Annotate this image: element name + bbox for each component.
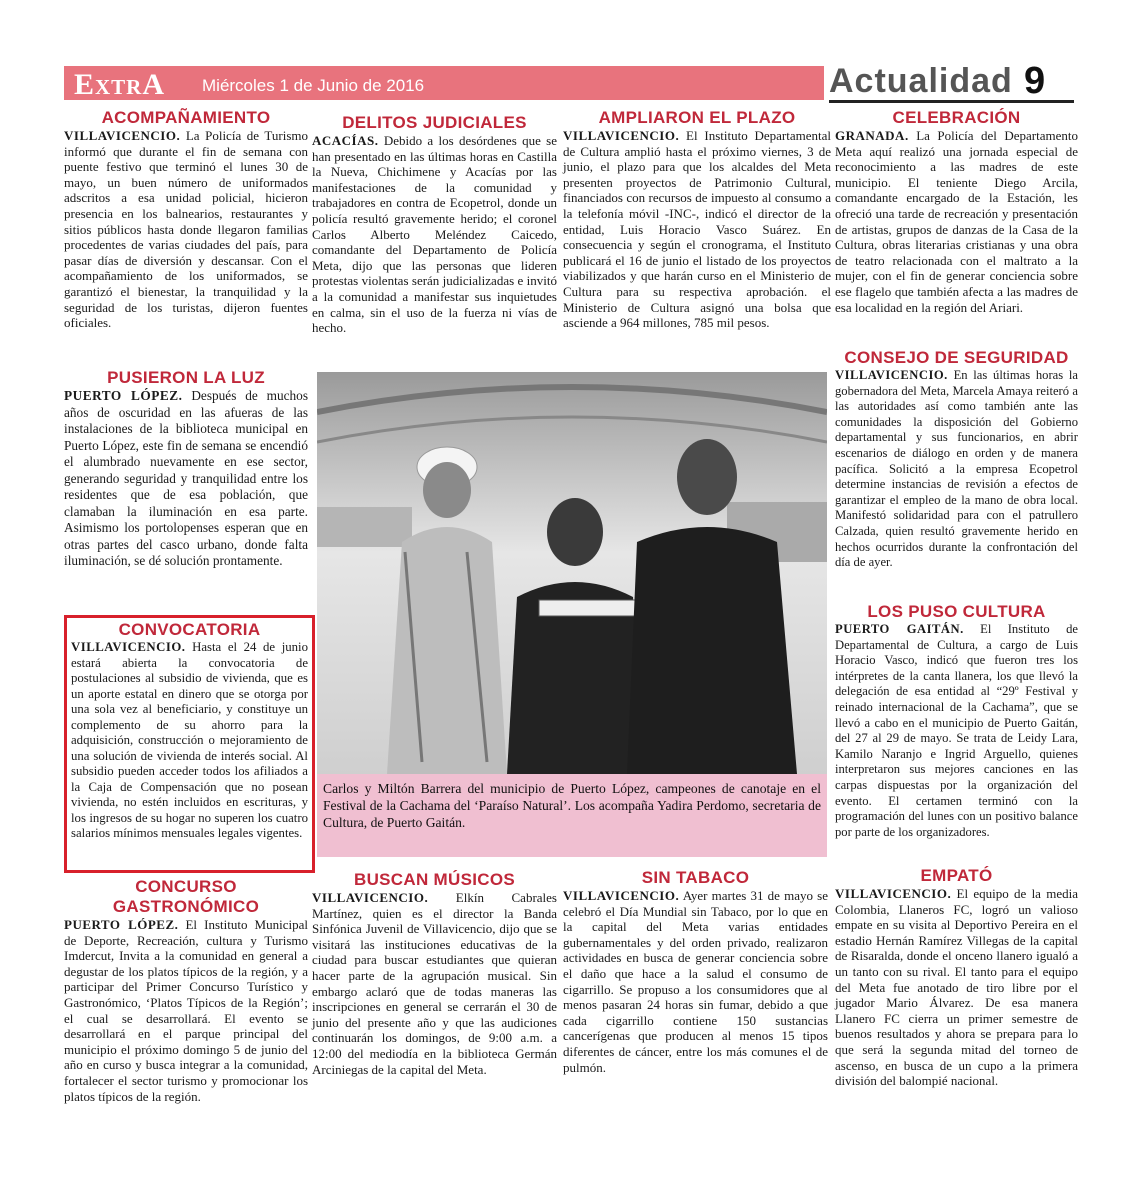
- article-title: ACOMPAÑAMIENTO: [101, 108, 271, 127]
- article-text: Hasta el 24 de junio estará abierta la convocatoria de postulaciones al subsidio de vivienda, que es un aporte estatal en dinero que se otorga por una sola vez al beneficiario, y constituye un complemento de su ahorro para la adquisición, construcción o mejoramiento de una solución de vivienda de interés social. Al subsidio pueden acceder todos los afiliados a la Caja de Compensación que no posean vivienda, no estén incluidos en escrituras, y los ingresos de su hogar no superen los cuatro salarios mínimos mensuales legales vigentes.: [71, 640, 308, 840]
- dateline: GRANADA.: [835, 128, 909, 143]
- article-delitos: [312, 113, 557, 336]
- dateline: VILLAVICENCIO.: [71, 640, 186, 654]
- page-header: [64, 62, 1074, 104]
- article-body: [563, 888, 828, 1075]
- article-empato: [835, 866, 1078, 1089]
- article-body: [835, 622, 1078, 840]
- dateline: VILLAVICENCIO.: [563, 128, 680, 143]
- article-text: La Policía del Departamento Meta aquí realizó una jornada especial de reconocimiento a las madres de este municipio. El teniente Diego Arcila, comandante encargado de la Estación, les ofreció una tarde de recreación y presentación de artistas, grupos de danzas de la Casa de la Cultura, obras literarias cristianas y una obra de teatro relacionada con el maltrato a la mujer, con el fin de generar conciencia sobre ese flagelo que también afecta a las madres de esa localidad en la región del Ariari.: [835, 128, 1078, 315]
- article-pusieron: [64, 368, 308, 570]
- article-text: El Instituto de Departamental de Cultura, a cargo de Luis Horacio Vasco, indicó que fueron tres los intérpretes de la canta llanera, los que llevó la delegación de esa entidad al “29º Festival y reinado internacional de la Cachama”, que se llevó a cabo en el municipio de Puerto Gaitán, del 27 al 29 de mayo. Se trata de Leidy Lara, Kamilo Naranjo e Ingrid Arguello, quienes interpretaron sus mejores canciones en las carpas dispuestas por la organización del evento. El certamen terminó con la programación del lunes con un positivo balance por parte de los organizadores.: [835, 622, 1078, 839]
- article-text: Después de muchos años de oscuridad en las afueras de las instalaciones de la biblioteca municipal en Puerto López, este fin de semana se encendió el alumbrado nuevamente en ese sector, generando seguridad y tranquilidad entre los residentes que de esa población, que clamaban la iluminación en esa parte. Asimismo los portolopenses esperan que en otras partes del casco urbano, donde falta iluminación, se dé solución prontamente.: [64, 388, 308, 568]
- article-body: [563, 128, 831, 331]
- dateline: PUERTO LÓPEZ.: [64, 917, 179, 932]
- article-buscan: [312, 870, 557, 1077]
- article-text: El Instituto Municipal de Deporte, Recreación, cultura y Turismo Imdercut, Invita a la comunidad en general a degustar de los platos típicos de la región, y a participar del Primer Concurso Turístico y Gastronómico, ‘Platos Típicos de la Región’; el cual se desarrollará. El evento se desarrollará en el parque principal del municipio el próximo domingo 5 de junio del año en curso y busca integrar a la comunidad, fortalecer el sector turismo y promocionar los platos típicos de la región.: [64, 917, 308, 1104]
- article-title: PUSIERON LA LUZ: [107, 368, 265, 387]
- dateline: VILLAVICENCIO.: [312, 890, 429, 905]
- dateline: VILLAVICENCIO.: [64, 128, 181, 143]
- issue-date: Miércoles 1 de Junio de 2016: [202, 76, 425, 95]
- article-title: BUSCAN MÚSICOS: [354, 870, 515, 889]
- article-title: DELITOS JUDICIALES: [342, 113, 527, 132]
- article-text: La Policía de Turismo informó que durante el fin de semana con puente festivo que terminó el lunes 30 de mayo, un buen número de uniformados adscritos a esa unidad policial, hicieron presencia en los balnearios, restaurantes y sitios públicos hasta donde llegaron familias procedentes de varias ciudades del país, para pasar días de diversión y descansar. Con el acompañamiento de los uniformados, se garantizó el bienestar, la tranquilidad y la seguridad de los turistas, dijeron fuentes oficiales.: [64, 128, 309, 331]
- dateline: VILLAVICENCIO.: [835, 886, 952, 901]
- dateline: ACACÍAS.: [312, 133, 379, 148]
- article-title: CONCURSO GASTRONÓMICO: [112, 877, 260, 916]
- photo-caption: Carlos y Miltón Barrera del municipio de Puerto López, campeones de canotaje en el Festival de la Cachama del ‘Paraíso Natural’. Los acompaña Yadira Perdomo, secretaria de Cultura, de Puerto Gaitán.: [317, 774, 827, 857]
- article-body: [312, 890, 557, 1077]
- article-body: [64, 917, 308, 1104]
- dateline: VILLAVICENCIO.: [835, 368, 948, 382]
- article-title: LOS PUSO CULTURA: [867, 602, 1046, 621]
- article-title: SIN TABACO: [641, 868, 750, 887]
- article-puso-cultura: [835, 602, 1078, 840]
- article-text: El Instituto Departamental de Cultura amplió hasta el próximo viernes, 3 de junio, el plazo para que los alcaldes del Meta presenten proyectos de Patrimonio Cultural, financiados con recursos de impuesto al consumo a la telefonía móvil -INC-, indicó el director de la entidad, Luis Horacio Vasco Suárez. En consecuencia y según el cronograma, el Instituto publicará el 16 de junio el listado de los proyectos viabilizados y que harán curso en el Ministerio de Cultura para su respectiva aprobación. el Ministerio de Cultura asignó una bolsa que asciende a 964 millones, 785 mil pesos.: [563, 128, 832, 331]
- article-text: Ayer martes 31 de mayo se celebró el Día Mundial sin Tabaco, por lo que en la capital del Meta varias entidades gubernamentales y del orden privado, realizaron actividades en busca de generar conciencia sobre el daño que hace a la salud el consumo de cigarrillo. Se propuso a los consumidores que al menos pasaran 24 horas sin fumar, debido a que cada cigarrillo contiene 150 sustancias cancerígenas que producen al menos 15 tipos diferentes de cáncer, entre los más comunes el de pulmón.: [563, 888, 828, 1075]
- article-tabaco: [563, 868, 828, 1075]
- article-body: [64, 388, 308, 570]
- article-consejo: [835, 348, 1078, 571]
- article-body: [312, 133, 557, 336]
- section-title: Actualidad: [829, 62, 1013, 100]
- article-concurso: [64, 877, 308, 1104]
- article-title: AMPLIARON EL PLAZO: [598, 108, 796, 127]
- article-title: CONVOCATORIA: [118, 620, 261, 639]
- article-text: El equipo de la media Colombia, Llaneros FC, logró un valioso empate en su visita al Deportivo Pereira en el estadio Hernán Ramírez Villegas de la capital de Risaralda, donde el onceno llanero igualó a un tanto con su rival. El tanto para el equipo del Meta fue anotado de tiro libre por el jugador Mario Álvarez. De esa manera Llanero FC cierra un primer semestre de buenos resultados y ahora se prepara para lo que será la segunda mitad del torneo de ascenso, en busca de un cupo a la primera división del balompié nacional.: [835, 886, 1079, 1089]
- photo-image: [317, 372, 827, 774]
- article-title: CONSEJO DE SEGURIDAD: [844, 348, 1069, 367]
- article-body: [835, 128, 1078, 315]
- article-ampliaron: [563, 108, 831, 331]
- news-photo: [317, 372, 827, 857]
- article-text: Debido a los desórdenes que se han presentado en las últimas horas en Castilla la Nueva, Chichimene y Acacías por las manifestaciones de la comunidad y trabajadores en contra de Ecopetrol, donde un policía resultó gravemente herido; el coronel Carlos Alberto Meléndez Caicedo, comandante del Departamento de Policía Meta, dijo que las personas que lideren protestas violentas serán judicializadas e invitó a la comunidad a manifestar sus inquietudes en calma, sin el uso de la fuerza ni vías de hecho.: [312, 133, 557, 336]
- article-body: [71, 640, 308, 842]
- dateline: PUERTO LÓPEZ.: [64, 388, 183, 403]
- article-title: CELEBRACIÓN: [892, 108, 1021, 127]
- header-bar: [64, 66, 824, 100]
- article-convocatoria: [64, 615, 315, 873]
- page-number: 9: [1024, 60, 1046, 102]
- article-title: EMPATÓ: [920, 866, 993, 885]
- article-body: [835, 886, 1078, 1089]
- article-text: Elkín Cabrales Martínez, quien es el director la Banda Sinfónica Juvenil de Villavicencio, dijo que se visitará las instituciones educativas de la ciudad para buscar estudiantes que quieran hacer parte de la agrupación musical. Sin embargo aclaró que de todas maneras las inscripciones en general se cerrarán el 30 de junio del presente año y que las audiciones continuarán los domingos, de 9:00 a.m. a 12:00 del mediodía en la biblioteca Germán Arciniegas de la capital del Meta.: [312, 890, 557, 1077]
- dateline: PUERTO GAITÁN.: [835, 622, 964, 636]
- article-celebracion: [835, 108, 1078, 315]
- article-body: [835, 368, 1078, 571]
- dateline: VILLAVICENCIO.: [563, 888, 680, 903]
- article-text: En las últimas horas la gobernadora del Meta, Marcela Amaya reiteró a las autoridades así como también ante las comunidades la disposición del Gobierno departamental y sus funcionarios, en abrir escenarios de diálogo en orden y de manera pacífica. Solicitó a la empresa Ecopetrol determine instancias de revisión a efectos de garantizar el empleo de la mano de obra local. Manifestó solidaridad para con el patrullero Calzada, quien resultó gravemente herido en hechos ocurridos durante la confrontación del día de ayer.: [835, 368, 1078, 570]
- article-body: [64, 128, 308, 331]
- article-acompanamiento: [64, 108, 308, 331]
- brand-logo: ExtrA: [74, 68, 166, 101]
